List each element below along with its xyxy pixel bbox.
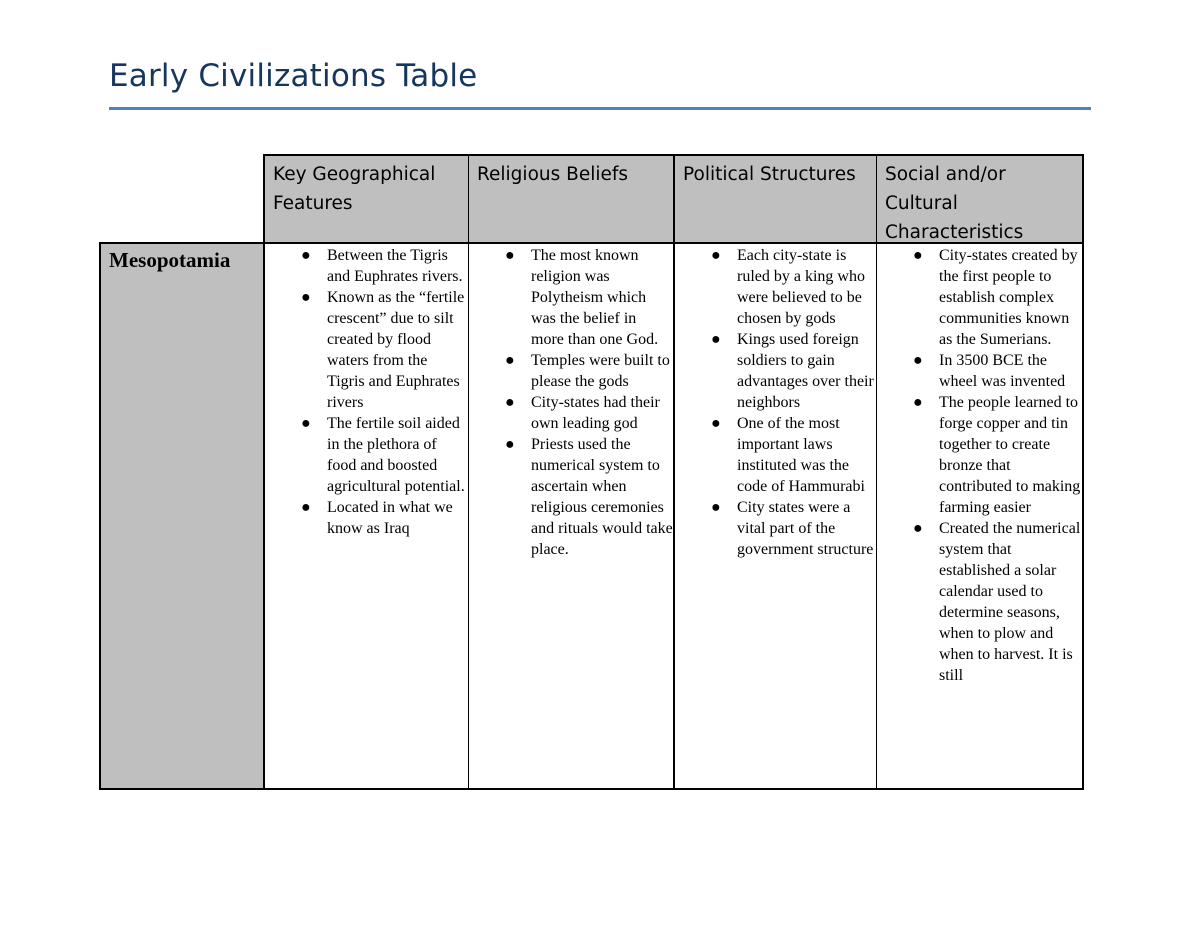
cell-religion	[469, 245, 673, 788]
list-item	[675, 497, 876, 560]
list-item	[877, 518, 1082, 686]
list-item	[675, 329, 876, 413]
bullet-icon: ●	[913, 394, 923, 411]
header-key-geographical-features: Key Geographical Features	[273, 164, 436, 214]
page-title: Early Civilizations Table	[109, 58, 478, 94]
bullet-icon: ●	[301, 289, 311, 306]
cell-geography	[265, 245, 468, 788]
list-item	[265, 497, 468, 539]
bullet-icon: ●	[505, 436, 515, 453]
table-border-left	[99, 242, 101, 790]
list-item	[469, 434, 673, 560]
list-item-text: Between the Tigris and Euphrates rivers.	[327, 247, 463, 285]
list-item-text: City-states had their own leading god	[531, 394, 660, 432]
bullet-icon: ●	[505, 352, 515, 369]
cell-politics	[675, 245, 876, 788]
header-social-cultural-characteristics: Social and/or Cultural Characteristics	[885, 164, 1024, 243]
list-item	[675, 245, 876, 329]
bullet-list	[469, 245, 673, 560]
list-item-text: The people learned to forge copper and tin together to create bronze that contributed to making farming easier	[939, 394, 1081, 516]
list-item-text: Known as the “fertile crescent” due to silt created by flood waters from the Tigris and Euphrates rivers	[327, 289, 465, 411]
list-item-text: Kings used foreign soldiers to gain advantages over their neighbors	[737, 331, 874, 411]
bullet-icon: ●	[301, 415, 311, 432]
bullet-icon: ●	[301, 499, 311, 516]
bullet-icon: ●	[913, 520, 923, 537]
row-header-background	[100, 243, 264, 789]
list-item	[469, 245, 673, 350]
bullet-icon: ●	[711, 415, 721, 432]
bullet-icon: ●	[711, 499, 721, 516]
bullet-icon: ●	[913, 352, 923, 369]
bullet-icon: ●	[301, 247, 311, 264]
list-item-text: Temples were built to please the gods	[531, 352, 670, 390]
table-border-bottom	[99, 788, 1084, 790]
list-item-text: The most known religion was Polytheism which was the belief in more than one God.	[531, 247, 659, 348]
cell-social-cultural	[877, 245, 1082, 788]
list-item-text: Priests used the numerical system to ascertain when religious ceremonies and rituals would take place.	[531, 436, 673, 558]
bullet-icon: ●	[505, 247, 515, 264]
bullet-list	[675, 245, 876, 560]
list-item	[265, 287, 468, 413]
list-item	[265, 413, 468, 497]
bullet-list	[877, 245, 1082, 686]
row-header-mesopotamia: Mesopotamia	[109, 248, 231, 272]
list-item-text: The fertile soil aided in the plethora of food and boosted agricultural potential.	[327, 415, 465, 495]
list-item	[877, 350, 1082, 392]
header-religious-beliefs: Religious Beliefs	[477, 164, 629, 185]
list-item	[877, 392, 1082, 518]
list-item-text: Created the numerical system that established a solar calendar used to determine seasons, when to plow and when to harvest. It is still	[939, 520, 1081, 684]
bullet-icon: ●	[505, 394, 515, 411]
list-item	[469, 350, 673, 392]
header-political-structures: Political Structures	[683, 164, 856, 185]
table-border-right	[1082, 154, 1084, 790]
list-item	[469, 392, 673, 434]
bullet-icon: ●	[711, 247, 721, 264]
list-item-text: City-states created by the first people to establish complex communities known as the Sumerians.	[939, 247, 1078, 348]
list-item-text: Located in what we know as Iraq	[327, 499, 453, 537]
bullet-icon: ●	[711, 331, 721, 348]
list-item-text: Each city-state is ruled by a king who were believed to be chosen by gods	[737, 247, 865, 327]
title-underline	[109, 107, 1091, 110]
bullet-list	[265, 245, 468, 539]
list-item-text: One of the most important laws instituted was the code of Hammurabi	[737, 415, 865, 495]
list-item-text: City states were a vital part of the government structure	[737, 499, 874, 558]
list-item	[265, 245, 468, 287]
list-item	[675, 413, 876, 497]
bullet-icon: ●	[913, 247, 923, 264]
list-item	[877, 245, 1082, 350]
list-item-text: In 3500 BCE the wheel was invented	[939, 352, 1066, 390]
